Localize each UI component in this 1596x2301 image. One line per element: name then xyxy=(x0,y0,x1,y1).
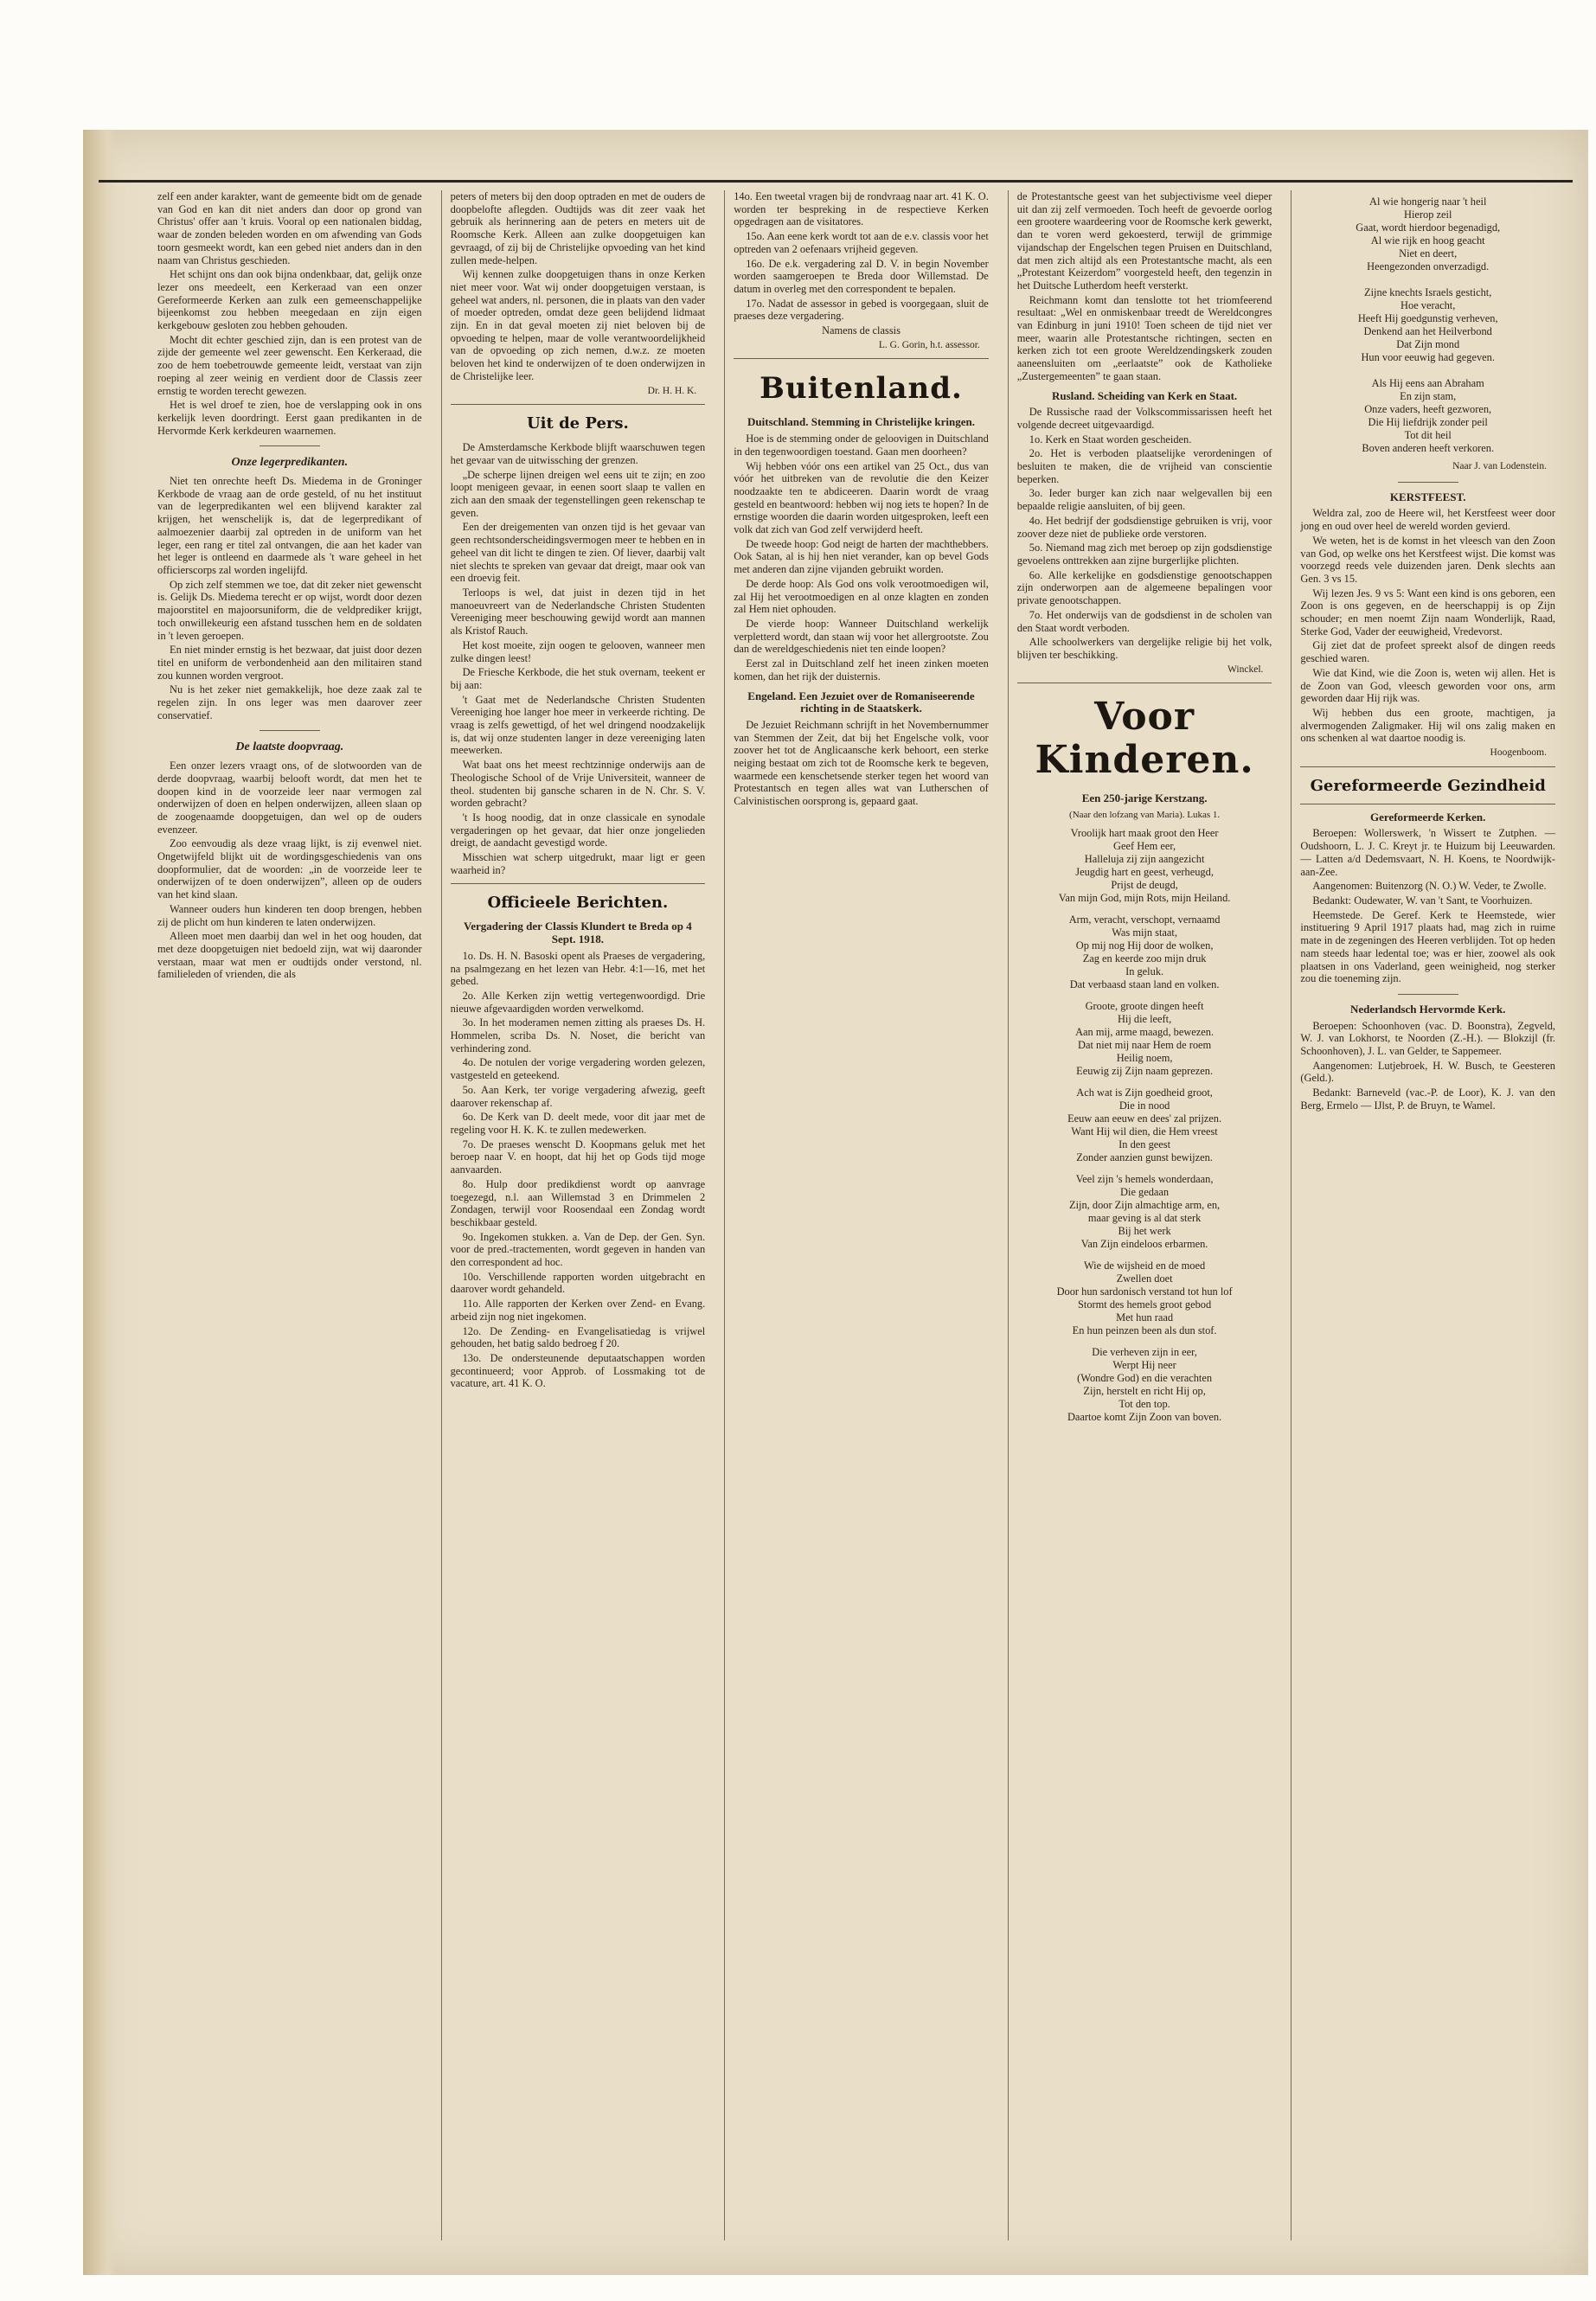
paragraph: Beroepen: Wollerswerk, 'n Wissert te Zutphen. — Oudshoorn, L. J. C. Kreyt jr. te Huizum bij Leeuwarden. — Latten a/d Dedemsvaart, N. H. Koens, te Noordwijk-aan-Zee. xyxy=(1300,827,1555,878)
section-heading: Voor Kinderen. xyxy=(1035,695,1254,783)
binding-fold xyxy=(83,130,118,2275)
section-subheading: Vergadering der Classis Klundert te Breda op 4 Sept. 1918. xyxy=(464,920,692,946)
divider xyxy=(1398,994,1458,995)
poem-line: Denkend aan het Heilverbond xyxy=(1363,325,1492,337)
paragraph: Weldra zal, zoo de Heere wil, het Kerstfeest weer door jong en oud over heel de wereld worden gevierd. xyxy=(1300,507,1555,533)
poem-stanza xyxy=(1017,1086,1272,1164)
paragraph: 3o. Ieder burger kan zich naar welgevallen bij een bepaalde religie aansluiten, of bij geen. xyxy=(1016,487,1272,513)
poem-line: Die gedaan xyxy=(1120,1185,1170,1198)
paragraph: Beroepen: Schoonhoven (vac. D. Boonstra), Zegveld, W. J. van Lokhorst, te Noorden (Z.-H.). — Blokzijl (fr. Schoonhoven), J. L. van Gelder, te Sappemeer. xyxy=(1300,1019,1555,1058)
poem-line: Dat niet mij naar Hem de roem xyxy=(1078,1038,1212,1051)
poem-line: Groote, groote dingen heeft xyxy=(1085,999,1204,1012)
paragraph: Wij hebben dus een groote, machtigen, ja alvermogenden Zaligmaker. Hij wil ons zalig maken en ons schenken al wat daartoe noodig is. xyxy=(1300,706,1555,745)
paragraph: Bedankt: Oudewater, W. van 't Sant, te Voorhuizen. xyxy=(1312,894,1533,907)
poem-line: Dat verbaasd staan land en volken. xyxy=(1069,977,1220,990)
paragraph: 6o. De Kerk van D. deelt mede, voor dit jaar met de regeling voor H. K. K. te zullen medewerken. xyxy=(450,1111,706,1136)
poem-line: Zwellen doet xyxy=(1116,1272,1173,1285)
paragraph: Gij ziet dat de profeet spreekt alsof de dingen reeds geschied waren. xyxy=(1300,639,1555,665)
paragraph: 1o. Ds. H. N. Basoski opent als Praeses de vergadering, na psalmgezang en het lezen van Hebr. 4:1—16, met het gebed. xyxy=(450,949,706,988)
section-heading: KERSTFEEST. xyxy=(1389,490,1466,503)
poem-line: Want Hij wil dien, die Hem vreest xyxy=(1071,1125,1218,1138)
section-subheading: Nederlandsch Hervormde Kerk. xyxy=(1349,1002,1506,1016)
poem-line: Al wie hongerig naar 't heil xyxy=(1369,195,1487,208)
poem-stanza xyxy=(1017,1000,1272,1078)
poem-line: Tot dit heil xyxy=(1404,429,1452,441)
paragraph: We weten, het is de komst in het vleesch van den Zoon van God, op welke ons het Kerstfeest wijst. Die komst was voorzegd reeds vele duizenden jaren. Denk slechts aan Gen. 3 vs 15. xyxy=(1300,534,1555,585)
poem-line: Werpt Hij neer xyxy=(1112,1358,1176,1371)
paragraph: Eerst zal in Duitschland zelf het ineen zinken moeten komen, dan het rijk der duisternis. xyxy=(734,657,989,683)
poem-line: Bij het werk xyxy=(1118,1224,1171,1237)
poem-line: Van Zijn eindeloos erbarmen. xyxy=(1080,1237,1208,1250)
paragraph: Het schijnt ons dan ook bijna ondenkbaar, dat, gelijk onze lezer ons meedeelt, een Kerkeraad van een onzer Gereformeerde Kerken aan zulk een gemeenschappelijke bijeenkomst zou hebben meegedaan en zijn eigen kerkgebouw gesloten zou hebben gehouden. xyxy=(157,268,422,332)
section-subheading: Engeland. Een Jezuiet over de Romaniseerende richting in de Staatskerk. xyxy=(747,689,975,715)
poem-line: Die in nood xyxy=(1118,1099,1170,1112)
poem-line: Daartoe komt Zijn Zoon van boven. xyxy=(1067,1410,1222,1423)
paragraph: 13o. De ondersteunende deputaatschappen worden gecontinueerd; voor Approb. of Lossmaking tot de vacature, art. 41 K. O. xyxy=(450,1351,706,1390)
poem-line: Ach wat is Zijn goedheid groot, xyxy=(1076,1086,1213,1099)
poem-line: Door hun sardonisch verstand tot hun lof xyxy=(1056,1285,1233,1298)
paragraph: Een der dreigementen van onzen tijd is het gevaar van geen rechtsonderscheidingsvermogen meer te hebben en in geheel van dit licht te dingen te zien. Of liever, daarbij valt niet slechts te spreken van gevaar dat dreigt, maar ook van een droevig feit. xyxy=(450,521,706,585)
section-heading: De laatste doopvraag. xyxy=(235,740,344,754)
poem-line: Hierop zeil xyxy=(1404,208,1452,221)
section-subheading: Gereformeerde Kerken. xyxy=(1370,810,1486,824)
paragraph: Nu is het zeker niet gemakkelijk, hoe deze zaak zal te regelen zijn. In ons leger was men daarover zeer conservatief. xyxy=(157,683,422,721)
paragraph: 14o. Een tweetal vragen bij de rondvraag naar art. 41 K. O. worden ter bespreking in de respectieve Kerken opgedragen aan de visitatores. xyxy=(734,190,989,228)
paragraph: Misschien wat scherp uitgedrukt, maar ligt er geen waarheid in? xyxy=(450,851,706,876)
poem-stanza xyxy=(1017,827,1272,905)
poem-line: Hun voor eeuwig had gegeven. xyxy=(1361,351,1495,363)
paragraph: De derde hoop: Als God ons volk verootmoedigen wil, zal Hij het verootmoedigen en al onze klagten en zonden zal Hem niet ophouden. xyxy=(734,577,989,616)
paragraph: 17o. Nadat de assessor in gebed is voorgegaan, sluit de praeses deze vergadering. xyxy=(734,297,989,323)
poem-line: Jeugdig hart en geest, verheugd, xyxy=(1075,865,1214,878)
poem-line: Halleluja zij zijn aangezicht xyxy=(1084,852,1205,865)
poem-line: Eeuw aan eeuw en dees' zal prijzen. xyxy=(1067,1112,1222,1125)
poem-line: Aan mij, arme maagd, bewezen. xyxy=(1075,1025,1215,1038)
header-rule xyxy=(99,180,1573,183)
paragraph: 4o. Het bedrijf der godsdienstige gebruiken is vrij, voor zoover deze niet de publieke orde verstoren. xyxy=(1016,514,1272,540)
paragraph: Op zich zelf stemmen we toe, dat dit zeker niet gewenscht is. Gelijk Ds. Miedema terecht er op wijst, wordt door dezen majoorstitel en majoorsuniform, die de veldprediker krijgt, toch onwillekeurig een afstand tusschen hem en de soldaten in 't leven geroepen. xyxy=(157,578,422,642)
section-heading: Onze legerpredikanten. xyxy=(231,456,349,470)
poem-line: Geef Hem eer, xyxy=(1113,839,1176,852)
divider xyxy=(1398,482,1458,483)
section-subheading: Rusland. Scheiding van Kerk en Staat. xyxy=(1052,388,1238,402)
paragraph: 7o. Het onderwijs van de godsdienst in de scholen van den Staat wordt verboden. xyxy=(1016,608,1272,634)
paragraph: 8o. Hulp door predikdienst wordt op aanvrage toegezegd, n.l. aan Willemstad 3 en Drimmelen 2 Zondagen, terwijl voor Roosendaal een Zondag wordt beschikbaar gesteld. xyxy=(450,1177,706,1228)
poem-line: Wie de wijsheid en de moed xyxy=(1083,1259,1206,1272)
poem xyxy=(1017,827,1272,1424)
poem-line: Prijst de deugd, xyxy=(1111,878,1178,891)
column-1 xyxy=(157,190,429,2240)
poem-stanza xyxy=(1017,1259,1272,1337)
paragraph: peters of meters bij den doop optraden en met de ouders de doopbelofte aflegden. Oudtijds was dit zeer vaak het gebruik als herinnering aan de peters en meters uit de Roomsche Kerk. Alleen aan zulke doopgetuigen kan gevraagd, of zij bij de Christelijke opvoeding van het kind zullen mede-helpen. xyxy=(450,190,706,266)
poem-line: Niet en deert, xyxy=(1399,247,1458,260)
poem-line: Gaat, wordt hierdoor begenadigd, xyxy=(1356,221,1501,234)
divider xyxy=(451,883,706,884)
paragraph: Alle schoolwerkers van dergelijke religie bij het volk, blijven ter beschikking. xyxy=(1016,636,1272,661)
signature: Hoogenboom. xyxy=(1490,747,1547,759)
poem-line: Hij die leeft, xyxy=(1117,1012,1172,1025)
section-heading: Buitenland. xyxy=(760,371,963,407)
poem-line: maar geving is al dat sterk xyxy=(1087,1211,1202,1224)
paragraph: En niet minder ernstig is het bezwaar, dat juist door dezen titel en uniform de verbondenheid aan den militairen stand zou kunnen worden vergroot. xyxy=(157,644,422,682)
poem-title: Een 250-jarige Kerstzang. xyxy=(1081,792,1208,805)
divider xyxy=(260,730,320,731)
paragraph: 16o. De e.k. vergadering zal D. V. in begin November worden saamgeroepen te Breda door Willemstad. De datum in overleg met den correspondent te bepalen. xyxy=(734,257,989,295)
paragraph: Bedankt: Barneveld (vac.-P. de Loor), K. J. van den Berg, Ermelo — IJlst, P. de Bruyn, te Wamel. xyxy=(1300,1086,1555,1112)
poem-line: Met hun raad xyxy=(1116,1311,1174,1324)
signature: Dr. H. H. K. xyxy=(647,385,697,396)
paragraph: 2o. Het is verboden plaatselijke verordeningen of besluiten te maken, die de vrijheid van conscientie beperken. xyxy=(1016,447,1272,485)
divider xyxy=(260,445,320,446)
paragraph: de Protestantsche geest van het subjectivisme veel dieper uit dan zij zelf vermoeden. Toch heeft de gevoerde oorlog een grootere waardeering voor de Roomsche kerk gewerkt, dan te voren werd gekoesterd, terwijl de grimmige vijandschap der Engelschen tegen Pruisen en Duitschland, dat men zich altijd als een Protestantsche macht, als een „Protestant Keizerdom” voorgesteld heeft, den tegenzin in het Duitsche Lutherdom heeft versterkt. xyxy=(1016,190,1272,292)
paragraph: De vierde hoop: Wanneer Duitschland werkelijk verpletterd wordt, dan staan wij voor het allergrootste. Zou dan de wereldgeschiedenis niet ten einde loopen? xyxy=(734,617,989,656)
paragraph: Heemstede. De Geref. Kerk te Heemstede, wier instituering 9 April 1917 plaats had, mag zich in ruime mate in de zegeningen des Heeren verblijden. Tot op heden nam steeds haar ledental toe; was er hier, zoowel als ook plaatsen in ons Vaderland, geen weinigheid, nog sterker zou die toeneming zijn. xyxy=(1300,908,1555,985)
paragraph: Wat baat ons het meest rechtzinnige onderwijs aan de Theologische School of de Vrije Universiteit, wanneer de theol. studenten bij gansche scharen in de N. Chr. S. V. worden gebracht? xyxy=(450,759,706,810)
paragraph: 12o. De Zending- en Evangelisatiedag is vrijwel gehouden, het batig saldo bedroeg f 20. xyxy=(450,1324,706,1350)
poem-line: En zijn stam, xyxy=(1400,390,1457,402)
paragraph: Wij hebben vóór ons een artikel van 25 Oct., dus van vóór het uitbreken van de revolutie die den Keizer noodzaakte ten te abdiceeren. Daarin wordt de vraag gesteld en beantwoord: hebben wij nog iets te hopen? In de ernstige woorden die daarin worden uitgesproken, leeft een volk dat zich van God zelf verwijderd heeft. xyxy=(734,459,989,536)
paragraph: Reichmann komt dan tenslotte tot het triomfeerend resultaat: „Wel en onmiskenbaar treedt de Wereldcongres van Edinburg in juni 1910! Toen scheen de tijd niet ver meer, waarin alle Protestantsche richtingen, secten en kerken zich tot een groote Wereldzendingskerk zouden aaneensluiten om „eerlaatste” ook de Katholieke „Zustergemeenten” te gaan staan. xyxy=(1016,293,1272,382)
poem-line: Veel zijn 's hemels wonderdaan, xyxy=(1075,1172,1214,1185)
paragraph: Terloops is wel, dat juist in dezen tijd in het manoeuvreert van de Nederlandsche Christen Studenten Vereeniging meer beschouwing gewijd wordt aan mannen als Kristof Rauch. xyxy=(450,586,706,638)
poem-line: Als Hij eens aan Abraham xyxy=(1371,377,1484,389)
poem-line: Heengezonden onverzadigd. xyxy=(1367,260,1490,272)
paragraph: 10o. Verschillende rapporten worden uitgebracht en daarover wordt gehandeld. xyxy=(450,1270,706,1296)
poem-line: Zijn, door Zijn almachtige arm, en, xyxy=(1069,1198,1221,1211)
poem-line: Eeuwig zij Zijn naam geprezen. xyxy=(1076,1064,1214,1077)
signature: Naar J. van Lodenstein. xyxy=(1452,461,1547,471)
paragraph: 4o. De notulen der vorige vergadering worden gelezen, vastgesteld en geteekend. xyxy=(450,1056,706,1082)
poem-stanza xyxy=(1017,1173,1272,1251)
poem-subtitle: (Naar den lofzang van Maria). Lukas 1. xyxy=(1069,810,1221,821)
poem-line: Heeft Hij goedgunstig verheven, xyxy=(1357,312,1498,324)
poem-line: Zonder aanzien gunst bewijzen. xyxy=(1076,1150,1213,1163)
poem-line: Op mij nog Hij door de wolken, xyxy=(1075,939,1214,952)
paragraph: 't Is hoog noodig, dat in onze classicale en synodale vergaderingen op het gevaar, dat hier onze jongelieden dreigt, de aandacht gevestigd worde. xyxy=(450,811,706,849)
column-grid xyxy=(157,190,1562,2240)
signature: L. G. Gorin, h.t. assessor. xyxy=(878,339,980,350)
paragraph: Wanneer ouders hun kinderen ten doop brengen, hebben zij de plicht om hun kinderen te laten onderwijzen. xyxy=(157,902,422,928)
paragraph: De tweede hoop: God neigt de harten der machthebbers. Ook Satan, al is hij hen niet verander, kan op bevel Gods met anderen dan zijne vijanden gebruikt worden. xyxy=(734,537,989,576)
poem-line xyxy=(1300,364,1555,377)
signature-line: Namens de classis xyxy=(822,324,901,337)
paragraph: Mocht dit echter geschied zijn, dan is een protest van de zijde der gemeente wel zeer gewenscht. Een Kerkeraad, die zoo de hem toebetrouwde gemeente leidt, verstaat van zijn roeping al zeer weinig en verdient door de Classis zeer ernstig te worden terecht gewezen. xyxy=(157,333,422,397)
paragraph: Wie dat Kind, wie die Zoon is, weten wij allen. Het is de Zoon van God, vleesch geworden voor ons, arm geworden daar Hij rijk was. xyxy=(1300,666,1555,705)
poem-continued xyxy=(1300,195,1555,455)
paragraph: Hoe is de stemming onder de geloovigen in Duitschland in den tegenwoordigen toestand. Gaan men doorheen? xyxy=(734,433,989,458)
paragraph: Aangenomen: Buitenzorg (N. O.) W. Veder, te Zwolle. xyxy=(1312,880,1547,893)
paragraph: 5o. Aan Kerk, ter vorige vergadering afwezig, geeft daarover rekenschap af. xyxy=(450,1083,706,1109)
paragraph: Een onzer lezers vraagt ons, of de slotwoorden van de derde doopvraag, waarbij belooft wordt, dat men het te doopen kind in de voorzeide leer naar vermogen zal onderwijzen of doen en helpen onderwijzen, alleen slaan op de zoogenaamde doopgetuigen, dan wel op de ouders evenzeer. xyxy=(157,760,422,836)
poem-stanza xyxy=(1017,1346,1272,1424)
paragraph: 't Gaat met de Nederlandsche Christen Studenten Vereeniging hoe langer hoe meer in verkeerde richting. De vraag is zelfs gewettigd, of het wel dringend noodzakelijk is, dat wij onze studenten langer in deze vereeniging laten meewerken. xyxy=(450,693,706,757)
poem-line: Tot den top. xyxy=(1118,1397,1170,1410)
section-heading: Gereformeerde Gezindheid xyxy=(1310,776,1546,795)
section-heading: Officieele Berichten. xyxy=(487,894,669,913)
paragraph: De Russische raad der Volkscommissarissen heeft het volgende decreet uitgevaardigd. xyxy=(1016,406,1272,431)
section-subheading: Duitschland. Stemming in Christelijke kringen. xyxy=(747,415,975,429)
poem-stanza xyxy=(1017,913,1272,991)
poem-line: (Wondre God) en die verachten xyxy=(1077,1371,1213,1384)
poem-line: Dat Zijn mond xyxy=(1396,338,1460,350)
paragraph: Het is wel droef te zien, hoe de verslapping ook in ons kerkelijk leven doordringt. Eerst gaan predikanten in de Hervormde Kerk kerkdeuren waarnemen. xyxy=(157,399,422,437)
paragraph: 11o. Alle rapporten der Kerken over Zend- en Evang. arbeid zijn nog niet ingekomen. xyxy=(450,1298,706,1323)
paragraph: Aangenomen: Lutjebroek, H. W. Busch, te Geesteren (Geld.). xyxy=(1300,1059,1555,1085)
poem-line: Heilig noem, xyxy=(1116,1051,1173,1064)
paragraph: Zoo eenvoudig als deze vraag lijkt, is zij evenwel niet. Ongetwijfeld blijkt uit de wordingsgeschiedenis van ons doopformulier, dat de woorden: „in de voorzeide leer te onderwijzen of te doen onderwijzen”, alleen op de ouders van het kind slaan. xyxy=(157,837,422,901)
paragraph: 2o. Alle Kerken zijn wettig vertegenwoordigd. Drie nieuwe afgevaardigden worden verwelkomd. xyxy=(450,989,706,1015)
column-2 xyxy=(441,190,713,2240)
paragraph: „De scherpe lijnen dreigen wel eens uit te zijn; en zoo loopt menigeen gevaar, in eenen soort slaap te vallen en zich aan den smaak der tegenstellingen geen rekenschap te geven. xyxy=(450,468,706,519)
divider xyxy=(451,404,706,405)
poem-line: Zijn, herstelt en richt Hij op, xyxy=(1083,1384,1206,1397)
paragraph: 9o. Ingekomen stukken. a. Van de Dep. der Gen. Syn. voor de pred.-tractementen, wordt gegeven in handen van den correspondent ad hoc. xyxy=(450,1230,706,1269)
paragraph: De Jezuiet Reichmann schrijft in het Novembernummer van Stemmen der Zeit, dat bij het Engelsche volk, voor zoover het tot de Anglicaansche kerk behoort, een sterke neiging bestaat om zich tot de Roomsche kerk te begeven, waarmede een kenschetsende sterker tegen het woord van Protestantsch en tegen alles wat van Lutherschen of Calvinistischen oorsprong is, gepaard gaat. xyxy=(734,718,989,808)
divider xyxy=(734,358,989,359)
poem-line: En hun peinzen been als dun stof. xyxy=(1072,1324,1217,1336)
poem-line: Zijne knechts Israels gesticht, xyxy=(1364,286,1492,298)
paragraph: 7o. De praeses wenscht D. Koopmans geluk met het beroep naar V. en hoopt, dat hij het op Gods tijd moge aanvaarden. xyxy=(450,1138,706,1176)
paragraph: Wij lezen Jes. 9 vs 5: Want een kind is ons geboren, een Zoon is ons gegeven, en de heerschappij is op Zijn schouder; en men noemt Zijn naam Wonderlijk, Raad, Sterke God, Vader der eeuwigheid, Vredevorst. xyxy=(1300,586,1555,638)
poem-line: Zag en keerde zoo mijn druk xyxy=(1082,952,1207,965)
newspaper-page xyxy=(83,130,1588,2275)
poem-line xyxy=(1300,273,1555,286)
poem-line: Arm, veracht, verschopt, vernaamd xyxy=(1068,913,1221,926)
poem-line: Die verheven zijn in eer, xyxy=(1092,1345,1197,1358)
poem-line: Boven anderen heeft verkoren. xyxy=(1362,442,1495,454)
poem-line: Die Hij liefdrijk zonder peil xyxy=(1368,416,1488,428)
paragraph: zelf een ander karakter, want de gemeente bidt om de genade van God en kan dit niet anders dan door op grond van Christus' offer aan 't kruis. Vooral op een nationalen biddag, waar de zonden beleden worden en om afwending van Gods toorn gesmeekt wordt, kan een gebed niet anders dan in den naam van Christus geschieden. xyxy=(157,190,422,266)
poem-line: In den geest xyxy=(1118,1138,1171,1150)
signature: Winckel. xyxy=(1227,663,1264,675)
paragraph: Wij kennen zulke doopgetuigen thans in onze Kerken niet meer voor. Wat wij onder doopgetuigen verstaan, is geheel wat anders, nl. personen, die in plaats van den vader of moeder optreden, omdat deze geen belijdend lidmaat zijn. En in dat geval moeten zij niet beloven bij de opvoeding te helpen, maar de volle verantwoordelijkheid van de opvoeding op zich nemen, d.w.z. ze moeten beloven het kind te onderwijzen of te doen onderwijzen in de Christelijke leer. xyxy=(450,268,706,382)
section-heading: Uit de Pers. xyxy=(526,414,629,433)
divider xyxy=(1300,766,1555,767)
column-5 xyxy=(1291,190,1562,2240)
paragraph: De Amsterdamsche Kerkbode blijft waarschuwen tegen het gevaar van de uitwissching der grenzen. xyxy=(450,441,706,466)
poem-line: Hoe veracht, xyxy=(1401,299,1456,311)
column-3 xyxy=(724,190,996,2240)
poem-line: In geluk. xyxy=(1125,965,1164,977)
poem-line: Al wie rijk en hoog geacht xyxy=(1370,234,1485,247)
paragraph: Het kost moeite, zijn oogen te gelooven, wanneer men zulke dingen leest! xyxy=(450,638,706,664)
paragraph: De Friesche Kerkbode, die het stuk overnam, teekent er bij aan: xyxy=(450,666,706,691)
poem-line: Was mijn staat, xyxy=(1112,926,1177,939)
paragraph: 1o. Kerk en Staat worden gescheiden. xyxy=(1029,433,1192,445)
paragraph: Alleen moet men daarbij dan wel in het oog houden, dat met deze doopgetuigen niet bedoeld zijn, wat wij daaronder verstaan, maar wat men er oudtijds onder verstond, nl. familieleden of vrienden, die als xyxy=(157,930,422,981)
paragraph: 3o. In het moderamen nemen zitting als praeses Ds. H. Hommelen, scriba Ds. N. Noset, die bericht van verhindering zond. xyxy=(450,1016,706,1054)
paragraph: 5o. Niemand mag zich met beroep op zijn godsdienstige gevoelens onttrekken aan zijne burgerlijke plichten. xyxy=(1016,542,1272,567)
poem-line: Stormt des hemels groot gebod xyxy=(1078,1298,1212,1311)
poem-line: Onze vaders, heeft gezworen, xyxy=(1364,403,1492,415)
paragraph: Niet ten onrechte heeft Ds. Miedema in de Groninger Kerkbode de vraag aan de orde gesteld, of nu het instituut van de legerpredikanten wel een blijvend karakter zal krijgen, het wenschelijk is, dat de legerpredikant of aalmoezenier daarbij zal optreden in de uniform van het leger, een rang er titel zal ontvangen, die aan het kader van het leger is ontleend en daarmede als 't ware geheel in het officierscorps zal worden ingelijfd. xyxy=(157,475,422,576)
column-4 xyxy=(1008,190,1279,2240)
paragraph: 6o. Alle kerkelijke en godsdienstige genootschappen zijn onderworpen aan de algemeene bepalingen voor private genootschappen. xyxy=(1016,568,1272,607)
poem-line: Van mijn God, mijn Rots, mijn Heiland. xyxy=(1058,891,1231,904)
paragraph: 15o. Aan eene kerk wordt tot aan de e.v. classis voor het optreden van 2 oefenaars vrijheid gegeven. xyxy=(734,230,989,255)
poem-line: Vroolijk hart maak groot den Heer xyxy=(1070,826,1219,839)
